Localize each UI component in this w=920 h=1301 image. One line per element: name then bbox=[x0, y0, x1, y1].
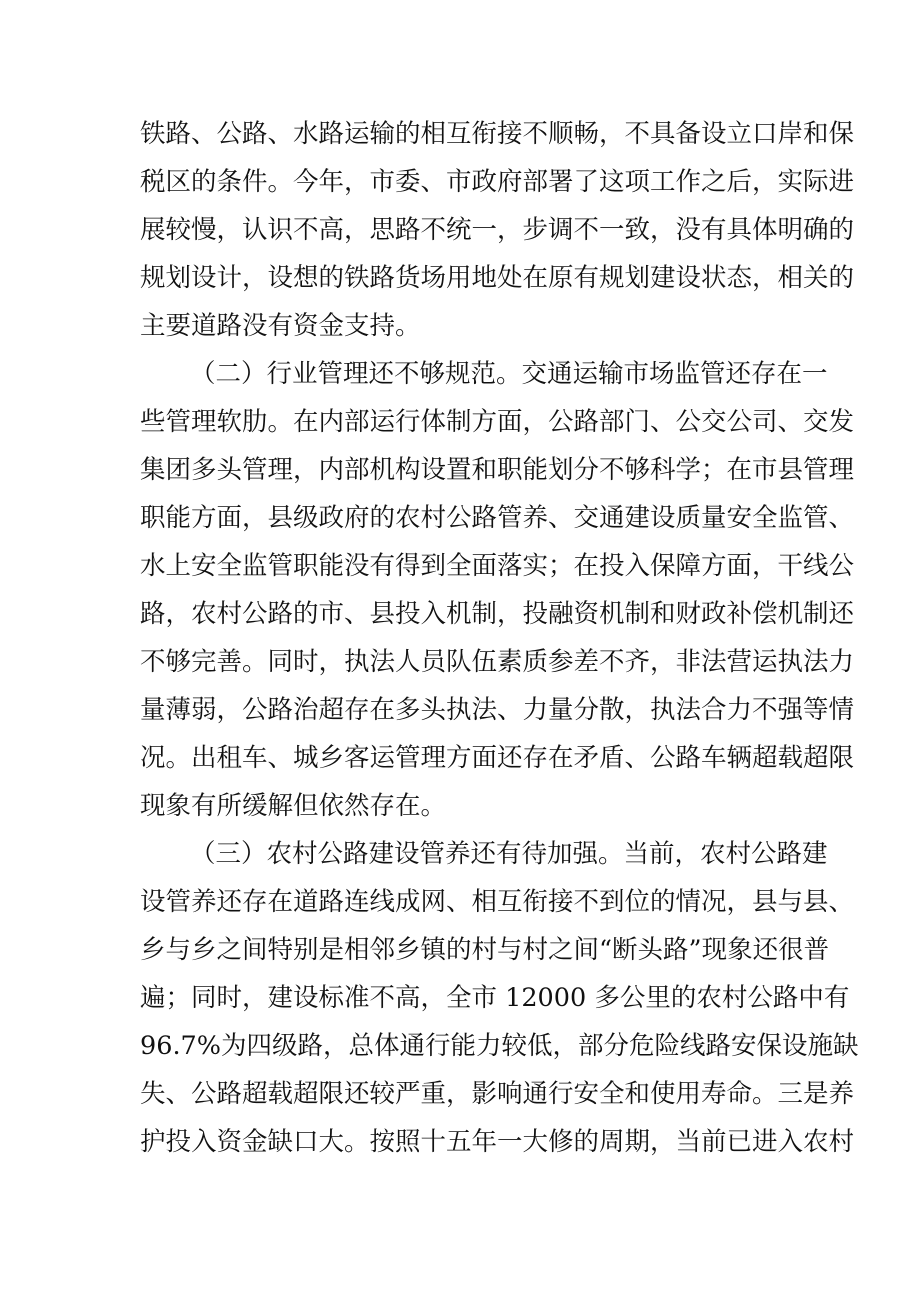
text-line: 税区的条件。今年，市委、市政府部署了这项工作之后，实际进 bbox=[140, 167, 855, 197]
text-line: 水上安全监管职能没有得到全面落实；在投入保障方面，干线公 bbox=[140, 551, 855, 581]
text-line: 现象有所缓解但依然存在。 bbox=[140, 791, 447, 821]
text-line: 职能方面，县级政府的农村公路管养、交通建设质量安全监管、 bbox=[140, 503, 855, 533]
text-line: 况。出租车、城乡客运管理方面还存在矛盾、公路车辆超载超限 bbox=[140, 743, 855, 773]
text-line: 路，农村公路的市、县投入机制，投融资机制和财政补偿机制还 bbox=[140, 599, 855, 629]
text-line: 量薄弱，公路治超存在多头执法、力量分散，执法合力不强等情 bbox=[140, 695, 855, 725]
text-line: 展较慢，认识不高，思路不统一，步调不一致，没有具体明确的 bbox=[140, 215, 855, 245]
text-line: 乡与乡之间特别是相邻乡镇的村与村之间“断头路”现象还很普 bbox=[140, 935, 830, 965]
text-line: 不够完善。同时，执法人员队伍素质参差不齐，非法营运执法力 bbox=[140, 647, 855, 677]
text-line: 集团多头管理，内部机构设置和职能划分不够科学；在市县管理 bbox=[140, 455, 855, 485]
text-line: 遍；同时，建设标准不高，全市 12000 多公里的农村公路中有 bbox=[140, 983, 850, 1013]
section-heading-line: （二）行业管理还不够规范。交通运输市场监管还存在一 bbox=[190, 359, 828, 389]
text-line: 96.7%为四级路，总体通行能力较低，部分危险线路安保设施缺 bbox=[140, 1031, 859, 1061]
text-line: 规划设计，设想的铁路货场用地处在原有规划建设状态，相关的 bbox=[140, 263, 855, 293]
section-heading-line: （三）农村公路建设管养还有待加强。当前，农村公路建 bbox=[190, 839, 828, 869]
text-line: 主要道路没有资金支持。 bbox=[140, 311, 421, 341]
text-line: 护投入资金缺口大。按照十五年一大修的周期，当前已进入农村 bbox=[140, 1127, 855, 1157]
text-line: 失、公路超载超限还较严重，影响通行安全和使用寿命。三是养 bbox=[140, 1079, 855, 1109]
text-line: 些管理软肋。在内部运行体制方面，公路部门、公交公司、交发 bbox=[140, 407, 855, 437]
text-line: 铁路、公路、水路运输的相互衔接不顺畅，不具备设立口岸和保 bbox=[140, 119, 855, 149]
text-line: 设管养还存在道路连线成网、相互衔接不到位的情况，县与县、 bbox=[140, 887, 855, 917]
